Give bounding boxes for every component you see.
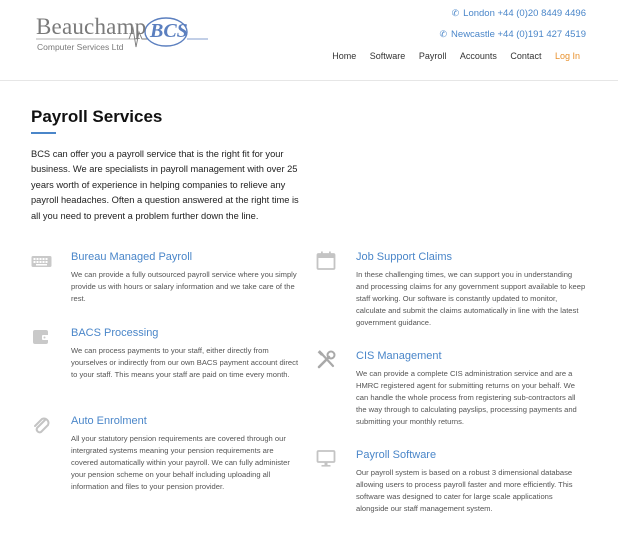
service-title: Bureau Managed Payroll (71, 251, 193, 263)
main-nav (321, 51, 580, 61)
wallet-icon (31, 327, 53, 347)
brand-subtitle: Computer Services Ltd (37, 42, 124, 52)
service-title: BACS Processing (71, 327, 159, 339)
phone-icon: ✆ (451, 8, 460, 18)
newcastle-phone-link[interactable] (440, 29, 587, 40)
calendar-icon (316, 251, 338, 271)
london-phone-text: London +44 (0)20 8449 4496 (463, 8, 586, 19)
london-phone-link[interactable] (452, 8, 586, 19)
phone-icon: ✆ (439, 29, 448, 39)
service-title: Job Support Claims (356, 251, 452, 263)
newcastle-phone-text: Newcastle +44 (0)191 427 4519 (451, 29, 586, 40)
brand-name: Beauchamp (36, 14, 147, 39)
service-title: Payroll Software (356, 449, 437, 461)
brand-mark: BCS (150, 20, 188, 42)
tools-icon (316, 350, 338, 370)
monitor-icon (316, 449, 338, 469)
site-header (0, 0, 618, 81)
nav-accounts[interactable]: Accounts (459, 51, 497, 61)
page-title: Payroll Services (31, 107, 163, 126)
service-description: Our payroll system is based on a robust 3 dimensional database allowing users to process payroll faster and more efficiently. This software was designed to cater for large scale applications alongside our staff management system. (356, 468, 573, 514)
nav-home[interactable]: Home (332, 51, 357, 61)
nav-payroll[interactable]: Payroll (418, 51, 447, 61)
service-description: All your statutory pension requirements are covered through our intergrated systems meaning your pension requirements are covered automatically within your payroll. We can fully administer your pension scheme on your behalf including uploading all information and files to your pension provider. (71, 434, 290, 492)
service-description: We can provide a fully outsourced payroll service where you simply provide us with hours or salary information and we take care of the rest. (71, 270, 297, 304)
keyboard-icon (31, 251, 53, 271)
paperclip-icon (31, 415, 53, 435)
service-description: In these challenging times, we can support you in understanding and processing claims for any government support available to keep staff working. Our software is constantly updated to monitor, calculate and submit the claims automatically in line with the latest government guidance. (356, 270, 586, 328)
intro-text: BCS can offer you a payroll service that is the right fit for your business. We are specialists in payroll management with over 25 years worth of experience in helping companies to relieve any payroll headaches. Often a question answered at the right time is all you need to prevent a problem further down the line. (31, 149, 299, 221)
company-logo[interactable] (34, 14, 210, 58)
nav-software[interactable]: Software (369, 51, 406, 61)
service-title: Auto Enrolment (71, 415, 147, 427)
service-description: We can process payments to your staff, either directly from yourselves or indirectly from our own BACS payment account direct to your staff. This means your staff are paid on time every month. (71, 346, 299, 380)
title-underline (31, 132, 56, 134)
nav-login[interactable]: Log In (554, 51, 580, 61)
service-description: We can provide a complete CIS administration service and are a HMRC registered agent for submitting returns on your behalf. We can handle the whole process from registering sub-contractors all the way through to calculating payslips, processing payments and submitting your monthly returns. (356, 369, 577, 427)
service-title: CIS Management (356, 350, 442, 362)
nav-contact[interactable]: Contact (510, 51, 542, 61)
